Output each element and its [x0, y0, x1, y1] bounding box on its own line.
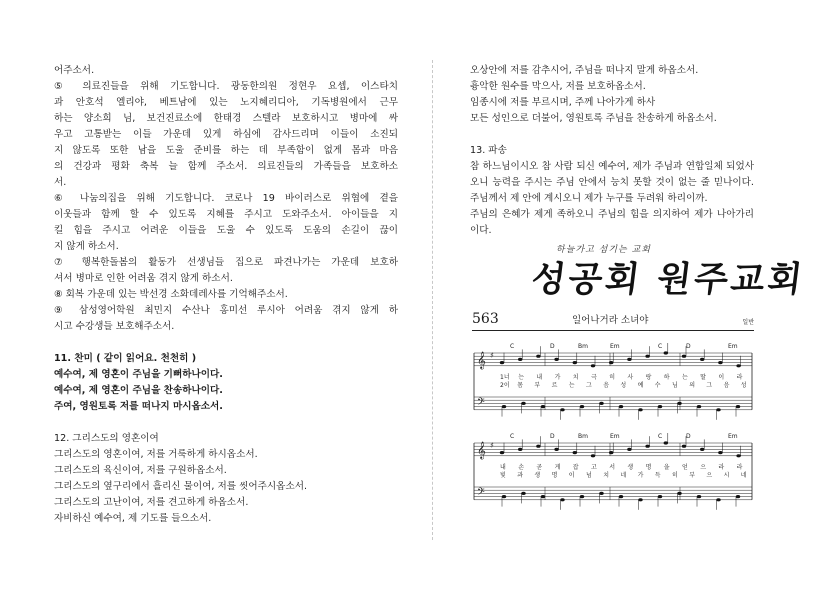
lyric-syllable: 극 [591, 374, 597, 381]
note-head [536, 355, 540, 358]
lyric-syllable: 랑 [645, 374, 652, 381]
chord-symbol: D [550, 433, 555, 440]
lyric-syllable: 히 [672, 472, 678, 479]
note-head [638, 498, 642, 501]
lyric-syllable: 그 [586, 382, 592, 389]
note-head [638, 408, 642, 411]
note-head [541, 405, 545, 408]
note-head [554, 358, 558, 361]
chord-symbol: Bm [578, 343, 588, 350]
lyric-syllable: 가 [637, 472, 644, 479]
note-head [521, 492, 525, 495]
prayer-line: 이웃들과 함께 할 수 있도록 지혜를 주시고 도와주소서. 아이들을 지 [54, 209, 398, 220]
lyric-syllable: 고 [591, 464, 597, 471]
lyric-syllable: 으 [700, 464, 706, 471]
prayer-line: ⑨ 삼성영어학원 최민지 수산나 홍미선 루시아 어려움 겪지 않게 하 [54, 305, 398, 316]
note-head [718, 361, 722, 364]
prayer-line: ⑦ 행복한돌봄의 활동가 선생님들 집으로 파견나가는 가운데 보호하 [54, 257, 398, 268]
treble-clef-icon: 𝄞 [477, 441, 486, 459]
prayer-line: 과 안호석 엘리야, 베트남에 있는 노지혜리디아, 기독병원에서 근무 [54, 97, 398, 108]
lyric-syllable: 서 [609, 464, 615, 471]
lyric-syllable: 라 [718, 464, 725, 471]
prayer-line: 하는 양소희 님, 보건진료소에 한태경 스텔라 보호하시고 병마에 싸 [54, 113, 398, 124]
note-head [645, 445, 649, 448]
treble-clef-icon: 𝄞 [477, 351, 486, 369]
chord-symbol: C [658, 343, 663, 350]
lyric-syllable: 치 [603, 472, 609, 479]
chord-symbol: D [686, 433, 691, 440]
lyric-syllable: 생 [534, 472, 541, 479]
prayer-line: ⑧ 회복 가운데 있는 박선경 소화데레사를 기억해주소서. [54, 289, 288, 300]
lyric-syllable: 는 [682, 374, 688, 381]
note-head [627, 448, 631, 451]
chord-symbol: D [550, 343, 555, 350]
lyric-syllable: 게 [554, 464, 561, 471]
chord-symbol: Em [610, 343, 620, 350]
note-head [573, 361, 577, 364]
note-head [700, 358, 704, 361]
lyric-syllable: 성 [620, 382, 627, 389]
lyric-syllable: 이 [568, 472, 575, 479]
note-head [500, 361, 504, 364]
prayer-line: 그리스도의 육신이여, 저를 구원하옵소서. [54, 465, 227, 476]
note-head [580, 405, 584, 408]
lyric-syllable: 이 [718, 374, 725, 381]
praise-line: 주여, 영원토록 저를 떠나지 마시옵소서. [54, 401, 223, 412]
lyric-syllable: 님 [672, 382, 678, 389]
dismissal-line: 오니 능력을 주시는 주님 안에서 능치 못할 것이 없는 줄 믿나이다. [470, 177, 754, 188]
hymn-category: 일반 [742, 319, 754, 326]
chord-symbol: Em [610, 433, 620, 440]
lyric-syllable: 명 [551, 472, 558, 479]
lyric-syllable: 넘 [586, 472, 592, 479]
lyric-syllable: 하 [663, 374, 670, 381]
prayer-line: 어주소서. [54, 65, 95, 76]
lyric-syllable: 치 [572, 374, 579, 381]
note-head [521, 402, 525, 405]
prayer-continuation [470, 63, 754, 127]
lyric-syllable: 그 [706, 382, 713, 389]
note-head [736, 364, 740, 367]
lyric-syllable: 음 [723, 382, 730, 389]
note-head [554, 448, 558, 451]
prayer-line: 서. [54, 177, 67, 188]
chord-symbol: C [510, 343, 515, 350]
note-head [573, 451, 577, 454]
note-head [658, 405, 662, 408]
prayer-line: 그리스도의 영혼이여, 저를 거룩하게 하시옵소서. [54, 449, 258, 460]
note-head [682, 355, 686, 358]
column-divider [432, 60, 433, 540]
prayer-line: 지 않도록 또한 남을 도울 준비를 하는 데 부족함이 없게 몸과 마음 [54, 145, 398, 156]
note-head [716, 408, 720, 411]
prayer-line: 그리스도의 옆구리에서 흘리신 물이여, 저를 씻어주시옵소서. [54, 481, 308, 492]
lyric-syllable: 성 [740, 382, 747, 389]
hymn-title: 일어나거라 소녀야 [572, 315, 649, 326]
chord-symbol: Em [728, 343, 738, 350]
hymn-number: 563 [472, 311, 499, 327]
dismissal-line: 이다. [470, 225, 492, 236]
hymn-score [470, 335, 755, 515]
prayer-line: 의 건강과 평화 축복 늘 함께 주소서. 의료진들의 가족들을 보호하소 [54, 161, 398, 172]
lyric-syllable: 르 [551, 382, 558, 389]
lyric-syllable: 생 [627, 464, 634, 471]
section-heading: 13. 파송 [470, 145, 507, 156]
note-head [736, 454, 740, 457]
note-head [580, 495, 584, 498]
chord-symbol: C [658, 433, 663, 440]
logo-tagline: 하늘가고 섬기는 교회 [556, 245, 651, 255]
note-head [645, 355, 649, 358]
chord-symbol: Bm [578, 433, 588, 440]
lyric-syllable: 2이 [500, 382, 510, 389]
bass-clef-icon: 𝄢 [477, 396, 485, 410]
prayer-line: 자비하신 예수여, 제 기도를 들으소서. [54, 513, 212, 524]
lyric-syllable: 과 [517, 472, 523, 479]
note-head [609, 361, 613, 364]
lyric-syllable: 시 [723, 472, 730, 479]
lyric-syllable: 을 [663, 464, 670, 471]
note-head [536, 445, 540, 448]
lyric-syllable: 곧 [536, 464, 543, 471]
lyric-syllable: 수 [654, 382, 661, 389]
note-head [599, 492, 603, 495]
note-head [560, 408, 564, 411]
note-head [591, 454, 595, 457]
note-head [664, 351, 668, 354]
note-head [541, 495, 545, 498]
lyric-syllable: 딸 [700, 374, 706, 381]
prayer-line: 모든 성인으로 더불어, 영원토록 주님을 찬송하게 하옵소서. [470, 113, 717, 124]
section-heading: 12. 그리스도의 영혼이여 [54, 433, 159, 444]
right-column [470, 63, 754, 239]
prayer-line: 시고 수강생들 보호해주소서. [54, 321, 175, 332]
chord-symbol: C [510, 433, 515, 440]
lyric-syllable: 1너 [500, 374, 510, 381]
note-head [697, 405, 701, 408]
chord-symbol: Em [728, 433, 738, 440]
lyric-syllable: 명 [645, 464, 652, 471]
lyric-syllable: 네 [740, 472, 747, 479]
lyric-syllable: 는 [568, 382, 575, 389]
lyric-syllable: 잡 [572, 464, 579, 471]
note-head [718, 451, 722, 454]
lyric-syllable: 라 [736, 464, 743, 471]
hymn-header [472, 306, 754, 331]
note-head [560, 498, 564, 501]
key-signature-icon: ♯ [490, 441, 494, 450]
lyric-syllable: 으 [706, 472, 713, 479]
note-head [677, 492, 681, 495]
lyric-syllable: 빛 [500, 472, 506, 479]
lyric-syllable: 라 [736, 374, 743, 381]
key-signature-icon: ♯ [490, 351, 494, 360]
note-head [502, 405, 506, 408]
lyric-syllable: 부 [534, 382, 541, 389]
note-head [518, 358, 522, 361]
prayer-line: 킬 힘을 주시고 어려운 이들을 도울 수 있도록 도움의 손길이 끊이 [54, 225, 398, 236]
prayer-line: ⑤ 의료진들을 위해 기도합니다. 광동한의원 정현우 요셉, 이스타치 [54, 81, 398, 92]
praise-line: 예수여, 제 영혼이 주님을 찬송하나이다. [54, 385, 223, 396]
prayer-line: 우고 고통받는 이들 가운데 있게 하심에 감사드리며 이들이 소진되 [54, 129, 398, 140]
note-head [677, 402, 681, 405]
section-12-anima-christi [54, 431, 398, 527]
lyric-syllable: 의 [689, 382, 695, 389]
note-head [664, 441, 668, 444]
lyric-syllable: 얻 [682, 464, 688, 471]
note-head [518, 448, 522, 451]
dismissal-line: 참 하느님이시오 참 사람 되신 예수여, 제가 주님과 연합일체 되었사 [470, 161, 754, 172]
note-head [627, 358, 631, 361]
lyric-syllable: 는 [518, 374, 524, 381]
lyric-syllable: 네 [620, 472, 627, 479]
note-head [619, 495, 623, 498]
lyric-syllable: 내 [500, 464, 506, 471]
note-head [697, 495, 701, 498]
prayer-line: 지 않게 하소서. [54, 241, 119, 252]
lyric-syllable: 음 [603, 382, 609, 389]
left-column [54, 63, 398, 527]
note-head [502, 495, 506, 498]
prayer-line: 흉악한 원수를 막으사, 저를 보호하옵소서. [470, 81, 646, 92]
prayer-line: 그리스도의 고난이여, 저를 견고하게 하옵소서. [54, 497, 249, 508]
chord-symbol: D [686, 343, 691, 350]
note-head [700, 448, 704, 451]
lyric-syllable: 득 [654, 472, 661, 479]
note-head [736, 405, 740, 408]
lyric-syllable: 예 [637, 382, 644, 389]
prayer-line: 오상안에 저를 감추시어, 주님을 떠나지 말게 하옵소서. [470, 65, 699, 76]
section-11-praise [54, 351, 398, 415]
bass-clef-icon: 𝄢 [477, 486, 485, 500]
church-logo [529, 242, 808, 300]
note-head [619, 405, 623, 408]
lyric-syllable: 손 [518, 464, 524, 471]
note-head [682, 445, 686, 448]
lyric-syllable: 사 [627, 374, 634, 381]
note-head [658, 495, 662, 498]
note-head [716, 498, 720, 501]
section-heading: 11. 찬미 ( 같이 읽어요. 천천히 ) [54, 353, 197, 364]
praise-line: 예수여, 제 영혼이 주님을 기뻐하나이다. [54, 369, 223, 380]
note-head [591, 364, 595, 367]
note-head [736, 495, 740, 498]
lyric-syllable: 몸 [517, 382, 523, 389]
prayer-line: 임종시에 저를 부르시며, 주께 나아가게 하사 [470, 97, 656, 108]
lyric-syllable: 가 [554, 374, 561, 381]
logo-name: 성공회 원주교회 [529, 259, 808, 300]
prayer-line: 셔서 병마로 인한 어려움 겪지 않게 하소서. [54, 273, 233, 284]
note-head [599, 402, 603, 405]
prayer-line: ⑥ 나눔의집을 위해 기도합니다. 코로나 19 바이러스로 위협에 곁을 [54, 193, 398, 204]
dismissal-line: 주님께서 제 안에 계시오니 제가 누구를 두려워 하리이까. [470, 193, 708, 204]
dismissal-line: 주님의 은혜가 제게 족하오니 주님의 힘을 의지하여 제가 나아가리 [470, 209, 754, 220]
note-head [500, 451, 504, 454]
note-head [609, 451, 613, 454]
lyric-syllable: 내 [536, 374, 543, 381]
prayer-list [54, 63, 398, 335]
lyric-syllable: 부 [689, 472, 695, 479]
section-13-dismissal [470, 143, 754, 239]
lyric-syllable: 히 [609, 374, 615, 381]
